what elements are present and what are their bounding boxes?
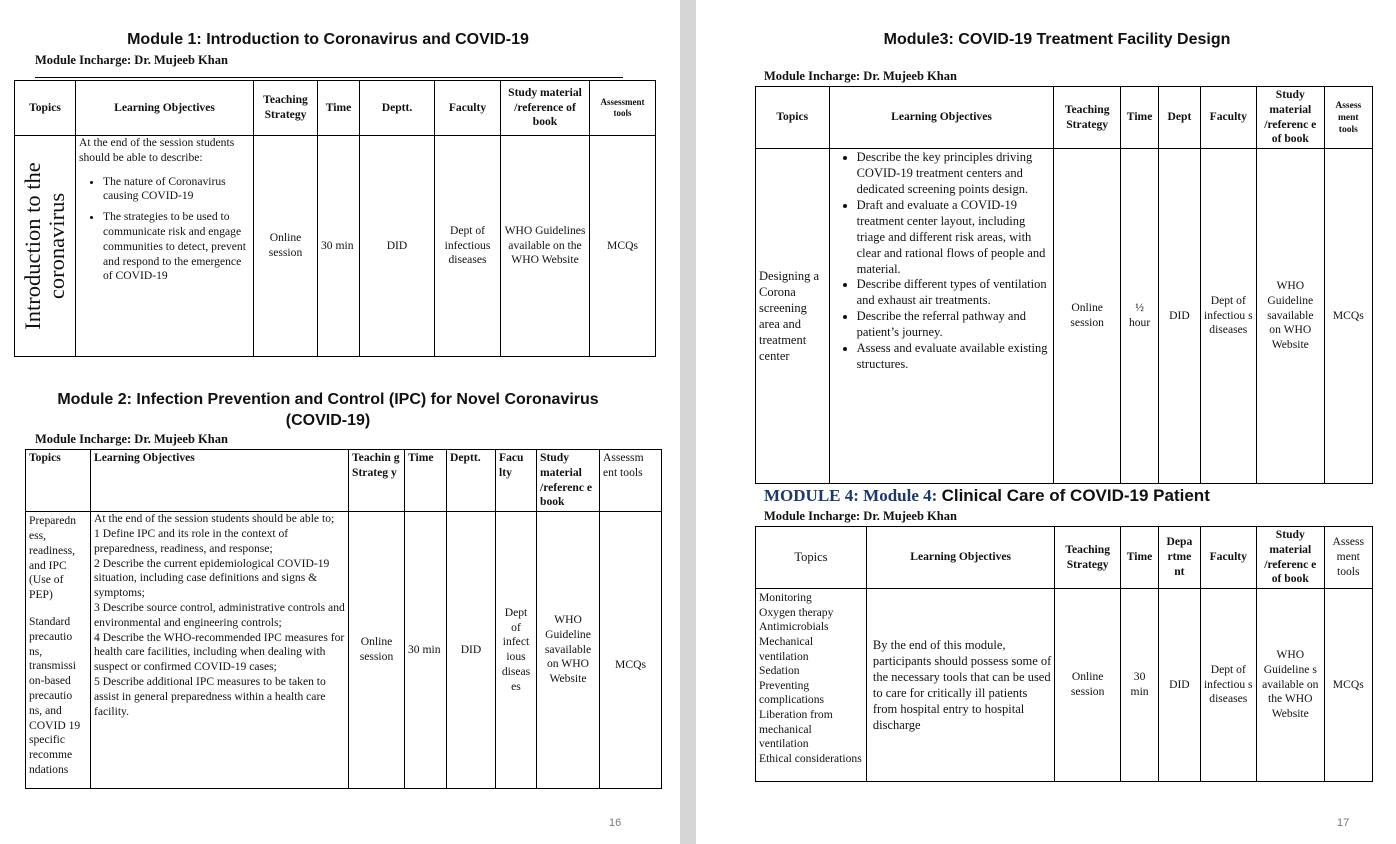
strategy-cell: Online session — [349, 512, 405, 789]
header-cell: Teaching Strategy — [1054, 87, 1121, 149]
header-cell: Learning Objectives — [91, 450, 349, 512]
header-cell: Faculty — [1200, 527, 1256, 589]
topics-cell: Designing a Corona screening area and treatment center — [756, 149, 830, 484]
header-cell: Teaching Strategy — [1055, 527, 1121, 589]
objectives-cell — [91, 512, 349, 789]
header-cell: Deptt. — [447, 450, 496, 512]
page-number: 17 — [1337, 817, 1350, 829]
dept-cell: DID — [1159, 589, 1200, 782]
header-row — [756, 527, 1373, 589]
dept-cell: DID — [1159, 149, 1200, 484]
list-item: • Describe different types of ventilation and exhaust air treatments. — [857, 277, 1051, 309]
header-cell: Topics — [756, 87, 830, 149]
module4-title: MODULE 4: Module 4: Clinical Care of COVID-19 Patient — [764, 486, 1210, 505]
module1-title: Module 1: Introduction to Coronavirus and COVID-19 — [127, 31, 529, 48]
module1-table — [14, 80, 656, 357]
table-row — [756, 149, 1373, 484]
list-item: • The strategies to be used to communicate risk and engage communities to detect, prevent and respond to the emergence of COVID-19 — [103, 210, 250, 284]
assessment-cell: MCQs — [590, 136, 656, 357]
list-item: Liberation from mechanical ventilation — [759, 707, 833, 751]
header-cell: Faculty — [1200, 87, 1256, 149]
header-cell: Dept — [1159, 87, 1200, 149]
assessment-cell: MCQs — [600, 512, 662, 789]
module1-incharge: Module Incharge: Dr. Mujeeb Khan — [35, 53, 228, 67]
faculty-cell: Dept of infectious diseases — [435, 136, 501, 357]
study-material-cell: WHO Guideline s available on the WHO Website — [1257, 589, 1325, 782]
header-cell: Facu lty — [496, 450, 537, 512]
module3-title: Module3: COVID-19 Treatment Facility Design — [883, 31, 1231, 48]
faculty-cell: Dept of infectiou s diseases — [1200, 589, 1256, 782]
module4-table — [755, 526, 1373, 782]
study-material-cell: WHO Guideline savailable on WHO Website — [537, 512, 600, 789]
header-cell: Teachin g Strateg y — [349, 450, 405, 512]
document-page-left — [0, 0, 680, 844]
assessment-cell: MCQs — [1324, 149, 1372, 484]
header-cell: Study material /referenc e of book — [1257, 87, 1325, 149]
module3-incharge: Module Incharge: Dr. Mujeeb Khan — [764, 69, 957, 83]
header-cell: Study material /referenc e book — [537, 450, 600, 512]
time-cell: ½ hour — [1120, 149, 1158, 484]
table-row — [15, 136, 656, 357]
header-cell: Topics — [26, 450, 91, 512]
page-number: 16 — [609, 817, 622, 829]
list-item: Sedation — [759, 664, 800, 678]
list-item: • Describe the referral pathway and patient’s journey. — [857, 309, 1051, 341]
objectives-cell — [829, 149, 1054, 484]
list-item: Mechanical ventilation — [759, 634, 814, 663]
header-cell: Assessm ent tools — [600, 450, 662, 512]
topics-cell — [756, 589, 867, 782]
header-row — [756, 87, 1373, 149]
dept-cell: DID — [447, 512, 496, 789]
list-item: • Draft and evaluate a COVID-19 treatment center layout, including triage and different risk areas, with clear and rational flows of people and material. — [857, 198, 1051, 278]
objective-line: 2 Describe the current epidemiological COVID-19 situation, including case definitions and signs & symptoms; — [94, 556, 330, 600]
header-cell: Depa rtme nt — [1159, 527, 1200, 589]
assessment-cell: MCQs — [1324, 589, 1372, 782]
list-item: Antimicrobials — [759, 620, 829, 634]
header-cell: Assessment tools — [590, 81, 656, 136]
module2-title: Module 2: Infection Prevention and Control (IPC) for Novel Coronavirus (COVID-19) — [57, 391, 599, 429]
topics-cell: Preparedn ess, readiness, and IPC (Use of PEP) Standard precautio ns, transmissi on-based precautio ns, and COVID 19 specific recomme ndations — [26, 512, 91, 789]
topic-cell — [15, 136, 76, 357]
header-cell: Learning Objectives — [76, 81, 254, 136]
list-item: • The nature of Coronavirus causing COVID-19 — [103, 175, 250, 205]
list-item: • Describe the key principles driving COVID-19 treatment centers and dedicated screening points design. — [857, 150, 1051, 198]
strategy-cell: Online session — [254, 136, 318, 357]
time-cell: 30 min — [318, 136, 360, 357]
header-cell: Topics — [756, 527, 867, 589]
time-cell: 30 min — [1120, 589, 1158, 782]
header-cell: Time — [318, 81, 360, 136]
header-cell: Study material /reference of book — [501, 81, 590, 136]
list-item: Preventing complications — [759, 678, 825, 707]
header-row — [15, 81, 656, 136]
study-material-cell: WHO Guideline savailable on WHO Website — [1257, 149, 1325, 484]
header-cell: Time — [405, 450, 447, 512]
module3-table — [755, 86, 1373, 484]
strategy-cell: Online session — [1055, 589, 1121, 782]
list-item: Monitoring — [759, 591, 812, 605]
header-cell: Assess ment tools — [1324, 527, 1372, 589]
header-cell: Learning Objectives — [829, 87, 1054, 149]
strategy-cell: Online session — [1054, 149, 1121, 484]
header-cell: Deptt. — [360, 81, 435, 136]
topic-vertical-text: Introduction to the coronavirus — [20, 162, 69, 330]
header-cell: Topics — [15, 81, 76, 136]
header-cell: Time — [1120, 87, 1158, 149]
time-cell: 30 min — [405, 512, 447, 789]
dept-cell: DID — [360, 136, 435, 357]
objective-line: At the end of the session students should be able to; — [94, 512, 335, 526]
header-cell: Faculty — [435, 81, 501, 136]
faculty-cell: Dept of infectiou s diseases — [1200, 149, 1256, 484]
header-cell: Time — [1120, 527, 1158, 589]
objectives-cell: At the end of the session students should be able to describe: • The nature of Coronavirus causing COVID-19 • The strategies to be used to communicate risk and engage communities to detect, prevent and respond to the emergence of COVID-19 — [76, 136, 254, 357]
objective-line: 3 Describe source control, administrative controls and environmental and engineering controls; — [94, 600, 345, 629]
objective-line: 1 Define IPC and its role in the context of preparedness, readiness, and response; — [94, 526, 289, 555]
list-item: Oxygen therapy — [759, 605, 834, 619]
objective-line: 5 Describe additional IPC measures to be taken to assist in general preparedness within a health care facility. — [94, 674, 326, 718]
objectives-cell: By the end of this module, participants should possess some of the necessary tools that can be used to care for critically ill patients from hospital entry to hospital discharge — [866, 589, 1055, 782]
list-item: • Assess and evaluate available existing structures. — [857, 341, 1051, 373]
document-page-right — [696, 0, 1396, 844]
divider-line — [35, 77, 623, 78]
list-item: Ethical considerations — [759, 751, 862, 765]
table-row — [26, 512, 662, 789]
objective-line: 4 Describe the WHO-recommended IPC measures for health care facilities, including when dealing with suspect or confirmed COVID-19 cases; — [94, 630, 345, 674]
header-row — [26, 450, 662, 512]
page-gutter — [680, 0, 696, 844]
header-cell: Assess ment tools — [1324, 87, 1372, 149]
table-row — [756, 589, 1373, 782]
header-cell: Teaching Strategy — [254, 81, 318, 136]
module2-table — [25, 449, 662, 789]
faculty-cell: Dept of infect ious diseas es — [496, 512, 537, 789]
study-material-cell: WHO Guidelines available on the WHO Website — [501, 136, 590, 357]
module4-incharge: Module Incharge: Dr. Mujeeb Khan — [764, 509, 957, 523]
module2-incharge: Module Incharge: Dr. Mujeeb Khan — [35, 432, 228, 446]
header-cell: Learning Objectives — [866, 527, 1055, 589]
header-cell: Study material /referenc e of book — [1257, 527, 1325, 589]
